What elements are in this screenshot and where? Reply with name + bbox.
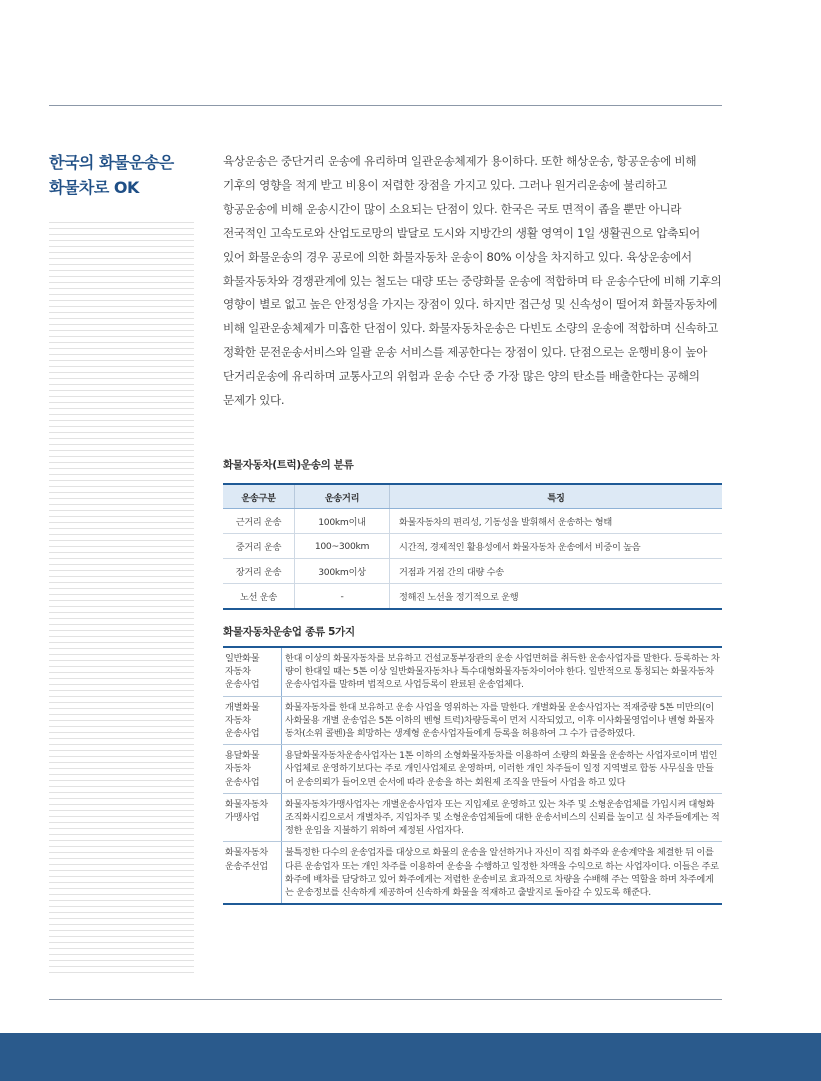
main-content [223, 150, 723, 899]
table-row [223, 745, 722, 794]
type-description: 화물자동차를 한대 보유하고 운송 사업을 영위하는 자를 말한다. 개별화물 운송사업자는 적재중량 5톤 미만의(이사화물용 개별 운송업은 5톤 이하의 벤형 트럭)차량등록이 먼저 시작되었고, 이후 이사화물영업이나 벤형 화물자동차(소위 콜벤)을 희망하는 생계형 운송사업자들에게 등록을 허용하여 그 수가 급증하였다. [282, 696, 723, 745]
header-transport-type: 운송구분 [223, 484, 295, 509]
table-row [223, 509, 722, 534]
table-row [223, 559, 722, 584]
table-row [223, 534, 722, 559]
cell-type: 노선 운송 [240, 592, 277, 603]
footer-band [0, 1033, 821, 1081]
sidebar-ruled-lines [49, 217, 194, 973]
cell-feature: 정해진 노선을 정기적으로 운행 [390, 584, 723, 610]
type-name-text: 화물자동차 운송주선업 [225, 847, 268, 872]
type-description: 화물자동차가맹사업자는 개별운송사업자 또는 지입제로 운영하고 있는 차주 및 소형운송업체를 가입시켜 대형화 조직화시킴으로서 개별차주, 지입차주 및 소형운송업체들에 대한 운송서비스의 신뢰를 높이고 실 차주들에게는 적정한 운임을 지불하기 위하여 제정된 사업자다. [282, 793, 723, 842]
type-name [223, 745, 282, 794]
cell-feature: 거점과 거점 간의 대량 수송 [390, 559, 723, 584]
cell-type: 근거리 운송 [223, 509, 295, 534]
business-types-table [223, 646, 722, 905]
classification-table [223, 483, 722, 610]
bottom-divider [49, 999, 722, 1000]
cell-type: 장거리 운송 [223, 559, 295, 584]
type-name-text: 화물자동차 가맹사업 [225, 798, 268, 824]
table-row [223, 842, 722, 904]
type-name [223, 842, 282, 904]
table-row [223, 696, 722, 745]
sidebar-title-line-2: 화물차로 OK [49, 178, 139, 197]
classification-title: 화물자동차(트럭)운송의 분류 [223, 459, 354, 471]
type-name-text: 개별화물 자동차 운송사업 [225, 701, 260, 740]
business-types-title: 화물자동차운송업 종류 5가지 [223, 626, 355, 638]
sidebar-title [49, 150, 199, 200]
cell-distance: 100~300km [295, 534, 390, 559]
classification-header-row [223, 484, 722, 509]
cell-distance: 100km이내 [295, 509, 390, 534]
type-description: 불특정한 다수의 운송업자를 대상으로 화물의 운송을 알선하거나 자신이 직접 화주와 운송계약을 체결한 뒤 이를 다른 운송업자 또는 개인 차주를 이용하여 운송을 수행하고 일정한 차액을 수익으로 하는 사업자이다. 이들은 주로 화주에 배차를 담당하고 있어 화주에게는 저렴한 운송비로 효과적으로 차량을 수배해 주는 역할을 하며 차주에게는 운송정보를 신속하게 제공하여 신속하게 화물을 적재하고 출발지로 돌아갈 수 있도록 해준다. [285, 847, 719, 899]
type-name [223, 793, 282, 842]
table-row [223, 793, 722, 842]
cell-distance: 300km이상 [295, 559, 390, 584]
sidebar-title-line-1: 한국의 화물운송은 [49, 153, 174, 172]
header-distance: 운송거리 [295, 484, 390, 509]
type-name-text: 일반화물 자동차 운송사업 [225, 653, 260, 691]
cell-distance: - [295, 584, 390, 610]
type-name [223, 647, 282, 696]
table-row [223, 584, 722, 610]
intro-paragraph: 육상운송은 중단거리 운송에 유리하며 일관운송체제가 용이하다. 또한 해상운송, 항공운송에 비해 기후의 영향을 적게 받고 비용이 저렴한 장점을 가지고 있다. 그러나 원거리운송에 불리하고 항공운송에 비해 운송시간이 많이 소요되는 단점이 있다. 한국은 국토 면적이 좁을 뿐만 아니라 전국적인 고속도로와 산업도로망의 발달로 도시와 지방간의 생활 영역이 1일 생활권으로 압축되어 있어 화물운송의 경우 공로에 의한 화물자동차 운송이 80% 이상을 차지하고 있다. 육상운송에서 화물자동차와 경쟁관계에 있는 철도는 대량 또는 중량화물 운송에 적합하며 타 운송수단에 비해 기후의 영향이 별로 없고 높은 안정성을 가지는 장점이 있다. 하지만 접근성 및 신속성이 떨어져 화물자동차에 비해 일관운송체제가 미흡한 단점이 있다. 화물자동차운송은 다빈도 소량의 운송에 적합하며 신속하고 정확한 문전운송서비스와 일괄 운송 서비스를 제공한다는 장점이 있다. 단점으로는 운행비용이 높아 단거리운송에 유리하며 교통사고의 위험과 운송 수단 중 가장 많은 양의 탄소를 배출한다는 공해의 문제가 있다. [223, 154, 722, 408]
cell-type: 중거리 운송 [223, 534, 295, 559]
type-description: 한대 이상의 화물자동차를 보유하고 건설교통부장관의 운송 사업면허를 취득한 운송사업자를 말한다. 등록하는 차량이 한대일 때는 5톤 이상 일반화물자동차나 특수대형화물자동차이어야 한다. 일반적으로 통칭되는 화물자동차운송사업자를 말하며 법적으로 사업등록이 완료된 운송업체다. [282, 647, 723, 696]
table-row [223, 647, 722, 696]
top-divider [49, 105, 722, 106]
type-name [223, 696, 282, 745]
type-name-text: 용달화물 자동차 운송사업 [225, 750, 260, 788]
header-feature: 특징 [390, 484, 723, 509]
cell-feature: 화물자동차의 편리성, 기동성을 발휘해서 운송하는 형태 [390, 509, 723, 534]
cell-feature: 시간적, 경제적인 활용성에서 화물자동차 운송에서 비중이 높음 [390, 534, 723, 559]
type-description: 용달화물자동차운송사업자는 1톤 이하의 소형화물자동차를 이용하여 소량의 화물을 운송하는 사업자로이며 법인사업체로 운영하기보다는 주로 개인사업체로 운영하며, 이러한 개인 차주들이 일정 지역별로 합동 사무실을 만들어 운송의뢰가 들어오면 순서에 따라 운송을 하는 회원제 조직을 만들어 사업을 하고 있다 [282, 745, 723, 794]
